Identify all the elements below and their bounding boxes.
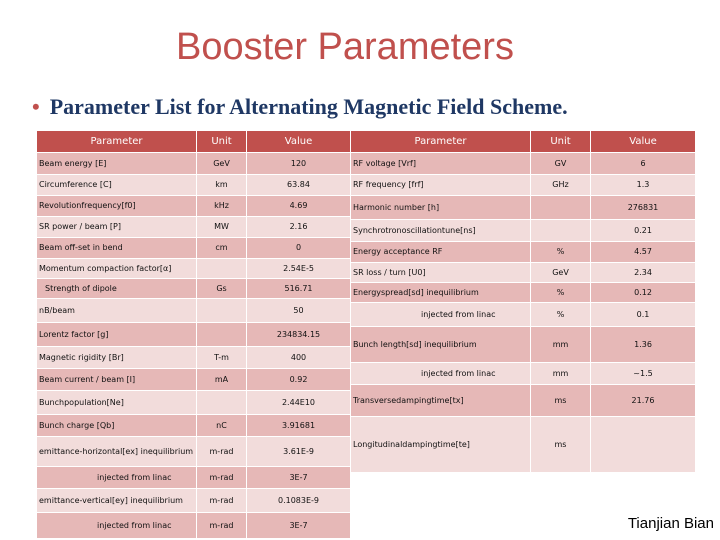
param-unit: mA — [197, 369, 247, 391]
right-parameter-table — [350, 130, 696, 473]
table-row — [351, 363, 696, 385]
param-name: emittance-vertical[ey] inequilibrium — [37, 489, 197, 513]
param-unit: mm — [531, 327, 591, 363]
table-row — [351, 283, 696, 303]
param-value: 2.54E-5 — [247, 259, 351, 279]
param-value: 400 — [247, 347, 351, 369]
table-row — [351, 263, 696, 283]
left-header-row — [37, 131, 351, 153]
param-name: Beam energy [E] — [37, 153, 197, 175]
param-unit: GV — [531, 153, 591, 175]
param-name: Magnetic rigidity [Br] — [37, 347, 197, 369]
param-value: 3E-7 — [247, 513, 351, 539]
header-parameter: Parameter — [351, 131, 531, 153]
param-value: 234834.15 — [247, 323, 351, 347]
param-value: 50 — [247, 299, 351, 323]
table-row — [351, 220, 696, 242]
param-name: Longitudinaldampingtime[te] — [351, 417, 531, 473]
param-value: 0.12 — [591, 283, 696, 303]
param-name: Harmonic number [h] — [351, 196, 531, 220]
param-unit: MW — [197, 217, 247, 238]
param-unit: GHz — [531, 175, 591, 196]
param-name: Energyspread[sd] inequilibrium — [351, 283, 531, 303]
param-name: Strength of dipole — [37, 279, 197, 299]
table-row — [351, 327, 696, 363]
author-credit: Tianjian Bian — [627, 515, 714, 532]
param-unit: km — [197, 175, 247, 196]
param-unit: % — [531, 303, 591, 327]
param-name: RF voltage [Vrf] — [351, 153, 531, 175]
table-row — [37, 391, 351, 415]
param-unit: % — [531, 283, 591, 303]
param-name: Bunchpopulation[Ne] — [37, 391, 197, 415]
param-value: 0.21 — [591, 220, 696, 242]
param-unit: m-rad — [197, 467, 247, 489]
param-name: emittance-horizontal[ex] inequilibrium — [37, 437, 197, 467]
param-value: 2.16 — [247, 217, 351, 238]
param-name: Circumference [C] — [37, 175, 197, 196]
param-unit: ms — [531, 385, 591, 417]
table-row — [351, 175, 696, 196]
table-row — [37, 153, 351, 175]
param-value — [591, 417, 696, 473]
param-name: nB/beam — [37, 299, 197, 323]
table-row — [37, 437, 351, 467]
header-unit: Unit — [531, 131, 591, 153]
param-unit — [197, 391, 247, 415]
param-value: 2.44E10 — [247, 391, 351, 415]
table-row — [37, 175, 351, 196]
param-unit: cm — [197, 238, 247, 259]
slide-title: Booster Parameters — [176, 26, 514, 68]
slide-subtitle — [32, 94, 568, 120]
param-value: 0.1083E-9 — [247, 489, 351, 513]
table-row — [351, 153, 696, 175]
table-row — [37, 415, 351, 437]
param-name: RF frequency [frf] — [351, 175, 531, 196]
table-row — [351, 303, 696, 327]
param-value: 6 — [591, 153, 696, 175]
table-row — [37, 467, 351, 489]
table-row — [37, 299, 351, 323]
table-row — [351, 196, 696, 220]
param-value: 0 — [247, 238, 351, 259]
param-unit: m-rad — [197, 513, 247, 539]
bullet-icon: • — [32, 94, 40, 119]
param-value: 21.76 — [591, 385, 696, 417]
param-name: Lorentz factor [g] — [37, 323, 197, 347]
table-row — [351, 242, 696, 263]
param-name: injected from linac — [351, 303, 531, 327]
table-row — [37, 259, 351, 279]
header-value: Value — [591, 131, 696, 153]
param-unit — [531, 196, 591, 220]
param-name: Bunch charge [Qb] — [37, 415, 197, 437]
table-row — [351, 385, 696, 417]
param-unit — [197, 259, 247, 279]
param-unit: m-rad — [197, 437, 247, 467]
param-unit: mm — [531, 363, 591, 385]
left-parameter-table — [36, 130, 351, 539]
param-value: 516.71 — [247, 279, 351, 299]
right-header-row — [351, 131, 696, 153]
table-row — [37, 347, 351, 369]
param-unit — [531, 220, 591, 242]
param-name: Energy acceptance RF — [351, 242, 531, 263]
table-row — [37, 369, 351, 391]
param-value: 4.69 — [247, 196, 351, 217]
table-row — [37, 217, 351, 238]
param-unit: ms — [531, 417, 591, 473]
table-row — [37, 489, 351, 513]
param-name: injected from linac — [37, 467, 197, 489]
table-row — [351, 417, 696, 473]
param-name: Bunch length[sd] inequilibrium — [351, 327, 531, 363]
header-value: Value — [247, 131, 351, 153]
header-unit: Unit — [197, 131, 247, 153]
param-name: Revolutionfrequency[f0] — [37, 196, 197, 217]
param-value: 4.57 — [591, 242, 696, 263]
param-value: 3E-7 — [247, 467, 351, 489]
param-value: 0.1 — [591, 303, 696, 327]
param-value: 3.61E-9 — [247, 437, 351, 467]
subtitle-text: Parameter List for Alternating Magnetic Field Scheme. — [49, 94, 568, 119]
param-unit — [197, 323, 247, 347]
param-name: injected from linac — [351, 363, 531, 385]
param-value: 0.92 — [247, 369, 351, 391]
param-name: injected from linac — [37, 513, 197, 539]
param-value: ~1.5 — [591, 363, 696, 385]
table-row — [37, 513, 351, 539]
param-name: SR power / beam [P] — [37, 217, 197, 238]
param-unit — [197, 299, 247, 323]
param-value: 1.36 — [591, 327, 696, 363]
table-row — [37, 323, 351, 347]
param-value: 63.84 — [247, 175, 351, 196]
table-row — [37, 238, 351, 259]
param-name: Momentum compaction factor[α] — [37, 259, 197, 279]
param-unit: T-m — [197, 347, 247, 369]
param-name: Beam off-set in bend — [37, 238, 197, 259]
param-value: 3.91681 — [247, 415, 351, 437]
param-unit: nC — [197, 415, 247, 437]
param-value: 2.34 — [591, 263, 696, 283]
param-unit: % — [531, 242, 591, 263]
table-row — [37, 196, 351, 217]
param-unit: Gs — [197, 279, 247, 299]
param-unit: kHz — [197, 196, 247, 217]
param-value: 1.3 — [591, 175, 696, 196]
table-row — [37, 279, 351, 299]
param-name: Beam current / beam [I] — [37, 369, 197, 391]
param-unit: m-rad — [197, 489, 247, 513]
param-name: Transversedampingtime[tx] — [351, 385, 531, 417]
param-name: SR loss / turn [U0] — [351, 263, 531, 283]
param-value: 276831 — [591, 196, 696, 220]
header-parameter: Parameter — [37, 131, 197, 153]
param-unit: GeV — [197, 153, 247, 175]
param-value: 120 — [247, 153, 351, 175]
param-name: Synchrotronoscillationtune[ns] — [351, 220, 531, 242]
param-unit: GeV — [531, 263, 591, 283]
